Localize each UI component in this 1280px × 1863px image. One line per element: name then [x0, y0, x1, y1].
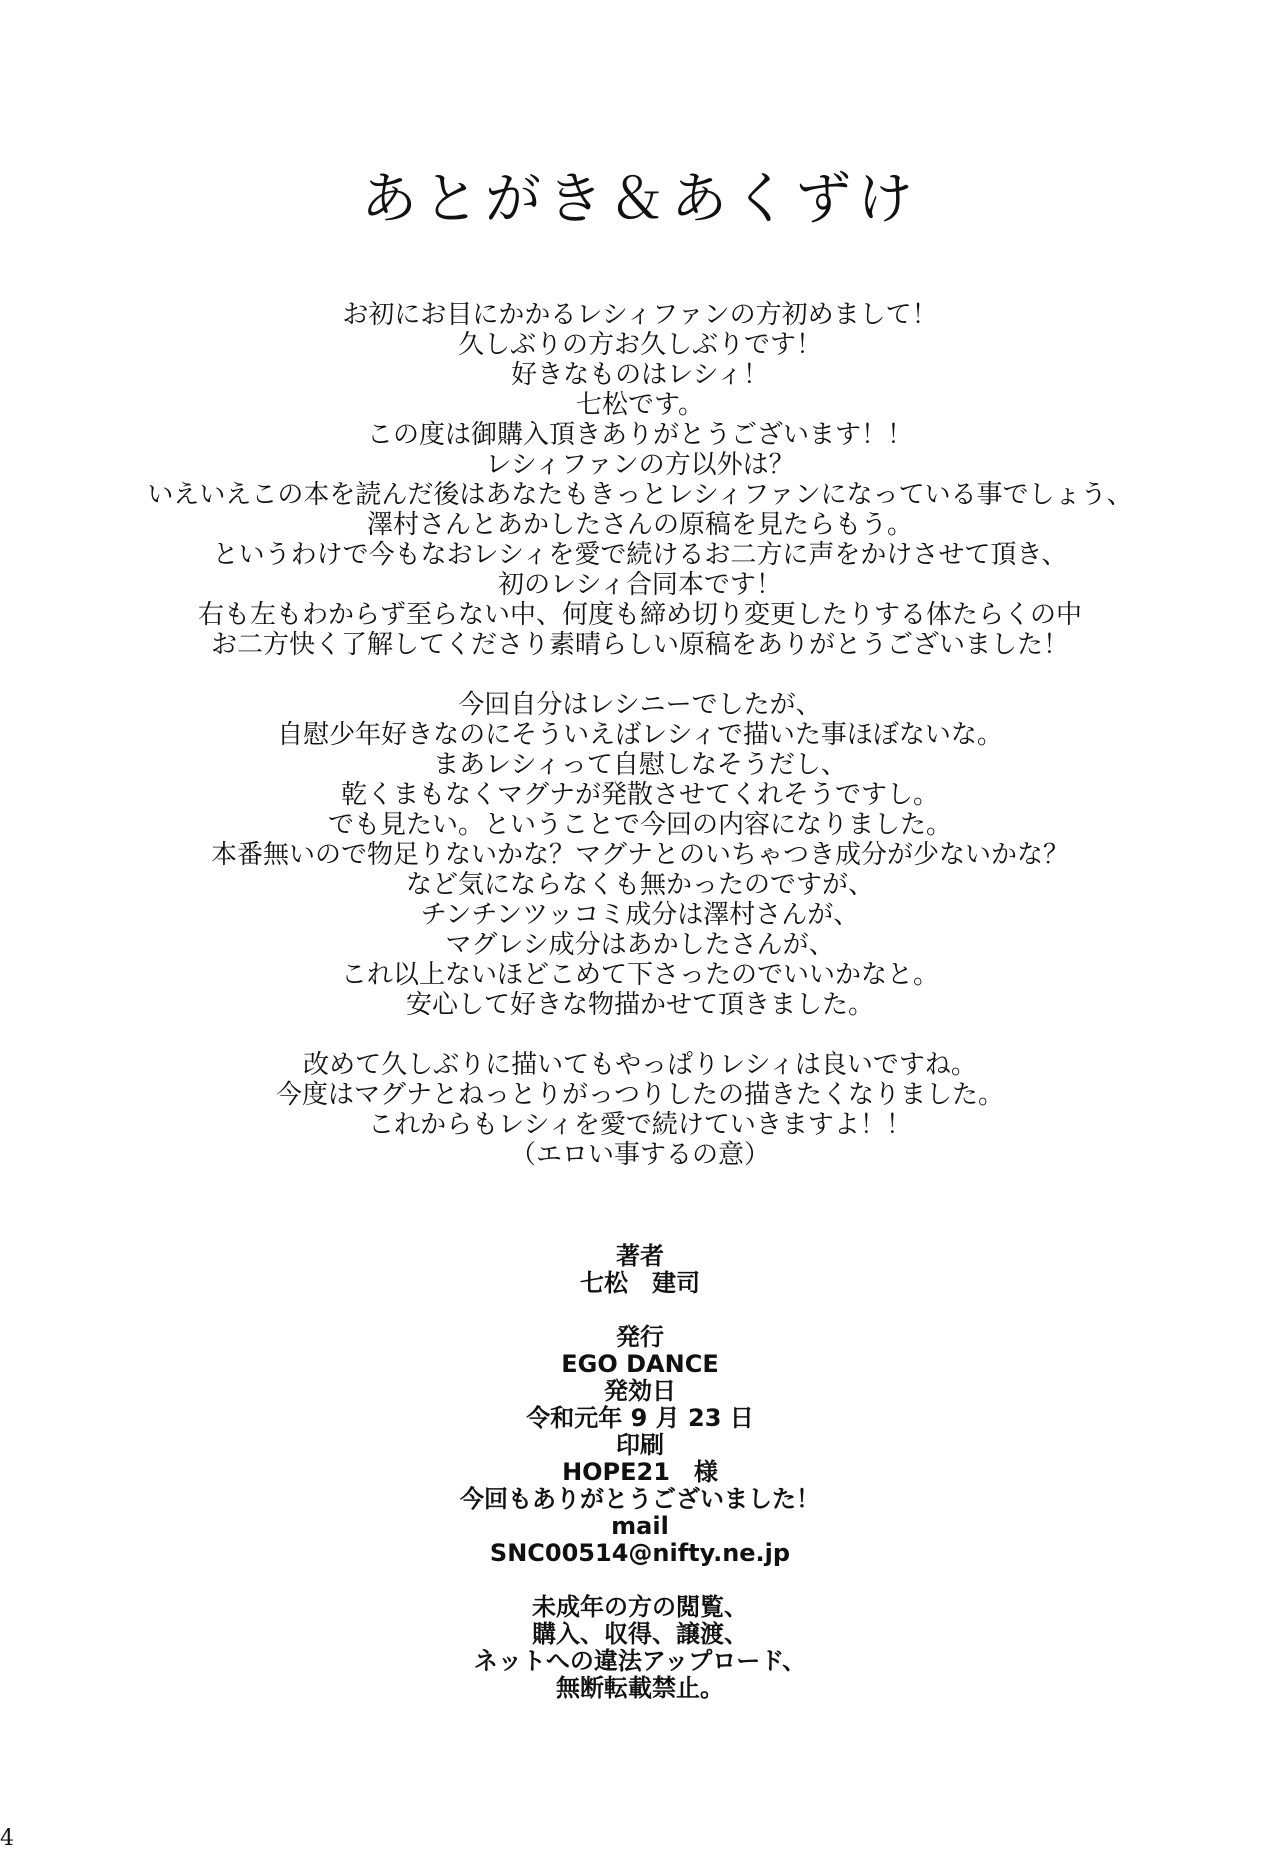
colophon-line: mail	[611, 1512, 669, 1540]
colophon-line: 未成年の方の閲覧、	[532, 1593, 748, 1621]
text-line: 安心して好きな物描かせて頂きました。	[405, 990, 874, 1020]
text-line: 本番無いので物足りないかな？マグナとのいちゃつき成分が少ないかな？	[210, 840, 1069, 870]
colophon-line: 発効日	[604, 1377, 676, 1405]
text-line: 今度はマグナとねっとりがっつりしたの描きたくなりました。	[275, 1080, 1004, 1110]
text-line: レシィファンの方以外は？	[485, 450, 795, 480]
text-line: 右も左もわからず至らない中、何度も締め切り変更したりする体たらくの中	[197, 600, 1082, 630]
colophon-line: 無断転載禁止。	[556, 1674, 724, 1702]
page-title: あとがき＆あくずけ	[361, 167, 919, 232]
text-line: 初のレシィ合同本です！	[498, 570, 782, 600]
text-line: でも見たい。ということで今回の内容になりました。	[327, 810, 952, 840]
text-line: というわけで今もなおレシィを愛で続けるお二方に声をかけさせて頂き、	[212, 540, 1068, 570]
colophon-notice	[0, 1594, 1280, 1702]
colophon-publication	[0, 1324, 1280, 1567]
colophon-line: 印刷	[616, 1431, 664, 1459]
text-line: など気にならなくも無かったのですが、	[405, 870, 874, 900]
colophon-line: 七松 建司	[580, 1269, 700, 1297]
text-line: 澤村さんとあかしたさんの原稿を見たらもう。	[366, 510, 913, 540]
text-line: 改めて久しぶりに描いてもやっぱりレシィは良いですね。	[303, 1050, 977, 1080]
text-line: （エロい事するの意）	[509, 1140, 770, 1170]
text-line: いえいえこの本を読んだ後はあなたもきっとレシィファンになっている事でしょう、	[147, 480, 1133, 510]
page-number: 4	[0, 1826, 14, 1851]
colophon-line: 発行	[616, 1323, 664, 1351]
text-line: 自慰少年好きなのにそういえばレシィで描いた事ほぼないな。	[277, 720, 1003, 750]
colophon-line: HOPE21 様	[562, 1458, 718, 1486]
text-line: 好きなものはレシィ！	[511, 360, 769, 390]
text-line: 久しぶりの方お久しぶりです！	[457, 330, 822, 360]
colophon-line: SNC00514@nifty.ne.jp	[489, 1539, 791, 1567]
paragraph-closing	[100, 1050, 1180, 1170]
text-line: これ以上ないほどこめて下さったのでいいかなと。	[340, 960, 939, 990]
colophon-line: 今回もありがとうございました！	[460, 1485, 820, 1513]
text-line: マグレシ成分はあかしたさんが、	[445, 930, 835, 960]
text-line: チンチンツッコミ成分は澤村さんが、	[420, 900, 860, 930]
colophon-line: 購入、収得、譲渡、	[532, 1620, 748, 1648]
text-line: 乾くまもなくマグナが発散させてくれそうですし。	[340, 780, 939, 810]
text-line: まあレシィって自慰しなそうだし、	[433, 750, 847, 780]
colophon	[0, 1243, 1280, 1729]
colophon-line: ネットへの違法アップロード、	[473, 1647, 807, 1675]
text-line: お初にお目にかかるレシィファンの方初めまして！	[342, 300, 938, 330]
colophon-line: EGO DANCE	[561, 1350, 719, 1378]
text-line: この度は御購入頂きありがとうございます！！	[366, 420, 913, 450]
paragraph-intro	[100, 300, 1180, 660]
colophon-line: 著者	[616, 1242, 664, 1270]
colophon-line: 令和元年 9 月 23 日	[526, 1404, 754, 1432]
paragraph-content	[100, 690, 1180, 1020]
text-line: お二方快く了解してくださり素晴らしい原稿をありがとうございました！	[210, 630, 1069, 660]
text-line: 今回自分はレシニーでしたが、	[458, 690, 822, 720]
text-line: これからもレシィを愛で続けていきますよ！！	[368, 1110, 912, 1140]
text-line: 七松です。	[576, 390, 704, 420]
afterword-body	[100, 300, 1180, 1200]
colophon-author	[0, 1243, 1280, 1297]
